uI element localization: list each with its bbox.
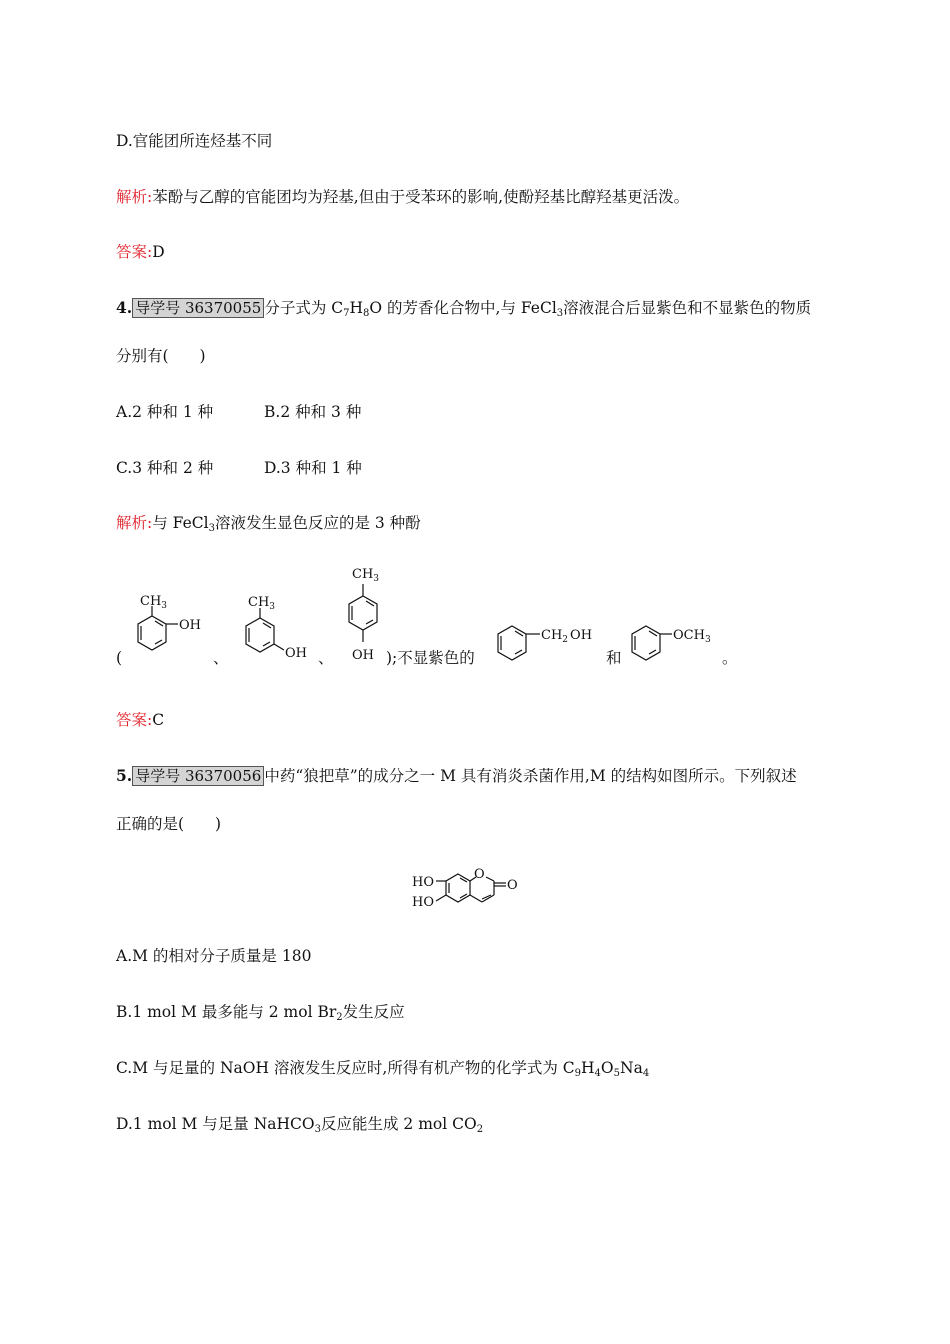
ho-label: HO bbox=[412, 875, 434, 890]
option-text: 发生反应 bbox=[342, 1003, 405, 1021]
and-text: 和 bbox=[606, 649, 622, 667]
anisole-structure bbox=[628, 620, 728, 668]
q4-stem-line1 bbox=[116, 298, 811, 318]
stem-text: O 的芳香化合物中,与 FeCl bbox=[369, 299, 557, 317]
stem-text: H bbox=[349, 299, 364, 317]
subscript: 3 bbox=[208, 523, 215, 534]
paren-open: ( bbox=[116, 649, 123, 667]
q4-analysis bbox=[116, 513, 421, 533]
answer-label: 答案: bbox=[116, 243, 153, 261]
p-cresol-structure bbox=[338, 562, 388, 666]
ch3-label: $CH_3$ bbox=[352, 567, 380, 584]
benzyl-alcohol-structure bbox=[494, 620, 604, 668]
question-number: 4. bbox=[116, 298, 133, 317]
analysis-label: 解析: bbox=[116, 188, 153, 206]
paren-close-text: );不显紫色的 bbox=[386, 649, 475, 667]
guide-number-tag[interactable]: 导学号 36370056 bbox=[132, 766, 264, 786]
ch3-label: $CH_3$ bbox=[248, 595, 276, 612]
option-text: C.M 与足量的 NaOH 溶液发生反应时,所得有机产物的化学式为 C bbox=[116, 1059, 575, 1077]
subscript: 2 bbox=[336, 1012, 343, 1023]
separator: 、 bbox=[318, 649, 334, 667]
question-number: 5. bbox=[116, 766, 133, 785]
subscript: 7 bbox=[343, 308, 350, 319]
option-text: B.1 mol M 最多能与 2 mol Br bbox=[116, 1003, 337, 1021]
stem-text: 分子式为 C bbox=[264, 299, 344, 317]
answer-value: C bbox=[152, 711, 165, 729]
q5-option-a: A.M 的相对分子质量是 180 bbox=[116, 947, 312, 965]
q4-answer bbox=[116, 710, 164, 730]
oh-label: OH bbox=[352, 648, 374, 663]
analysis-text: 苯酚与乙醇的官能团均为羟基,但由于受苯环的影响,使酚羟基比醇羟基更活泼。 bbox=[152, 188, 690, 206]
period: 。 bbox=[722, 649, 738, 667]
subscript: 8 bbox=[363, 308, 370, 319]
option-a: A.2 种和 1 种 bbox=[116, 403, 214, 421]
q5-option-c bbox=[116, 1058, 649, 1078]
q3-analysis bbox=[116, 187, 689, 207]
subscript: 2 bbox=[476, 1124, 484, 1135]
esculetin-structure bbox=[408, 864, 548, 920]
subscript: 4 bbox=[594, 1068, 601, 1079]
option-text: Na bbox=[620, 1059, 643, 1077]
q4-options-row1 bbox=[116, 402, 213, 422]
oh-label: OH bbox=[179, 618, 201, 633]
option-text: O bbox=[600, 1059, 614, 1077]
m-cresol-structure bbox=[232, 592, 322, 668]
och3-label: $OCH_3$ bbox=[673, 628, 711, 645]
answer-value: D bbox=[152, 243, 165, 261]
subscript: 5 bbox=[613, 1068, 621, 1079]
q3-option-d: D.官能团所连烃基不同 bbox=[116, 132, 273, 150]
analysis-text: 溶液发生显色反应的是 3 种酚 bbox=[214, 514, 421, 532]
ch2oh-label: $CH_2$ OH bbox=[541, 628, 593, 645]
separator: 、 bbox=[213, 649, 229, 667]
q5-option-d bbox=[116, 1114, 483, 1134]
o-cresol-structure bbox=[124, 592, 214, 668]
subscript: 3 bbox=[556, 308, 564, 319]
q5-stem-line1 bbox=[116, 766, 797, 786]
q4-stem-line2: 分别有( ) bbox=[116, 347, 206, 365]
oh-label: OH bbox=[285, 646, 307, 661]
stem-text: 中药“狼把草”的成分之一 M 具有消炎杀菌作用,M 的结构如图所示。下列叙述 bbox=[264, 767, 797, 785]
subscript: 4 bbox=[642, 1068, 650, 1079]
analysis-text: 与 FeCl bbox=[152, 514, 209, 532]
analysis-label: 解析: bbox=[116, 514, 153, 532]
carbonyl-o-label: O bbox=[507, 878, 518, 893]
option-d: D.3 种和 1 种 bbox=[264, 459, 362, 477]
q5-option-b bbox=[116, 1002, 405, 1022]
stem-text: 溶液混合后显紫色和不显紫色的物质 bbox=[563, 299, 812, 317]
q5-stem-line2: 正确的是( ) bbox=[116, 815, 222, 833]
ch3-label: $CH_3$ bbox=[140, 594, 168, 611]
option-c: C.3 种和 2 种 bbox=[116, 459, 214, 477]
option-text: 反应能生成 2 mol CO bbox=[321, 1115, 477, 1133]
option-text: D.1 mol M 与足量 NaHCO bbox=[116, 1115, 315, 1133]
option-b: B.2 种和 3 种 bbox=[264, 403, 362, 421]
ho-label: HO bbox=[412, 895, 434, 910]
q3-answer bbox=[116, 242, 165, 262]
ring-o-label: O bbox=[474, 867, 485, 882]
option-text: H bbox=[581, 1059, 595, 1077]
subscript: 9 bbox=[574, 1068, 582, 1079]
answer-label: 答案: bbox=[116, 711, 153, 729]
subscript: 3 bbox=[314, 1124, 321, 1135]
guide-number-tag[interactable]: 导学号 36370055 bbox=[132, 298, 264, 318]
